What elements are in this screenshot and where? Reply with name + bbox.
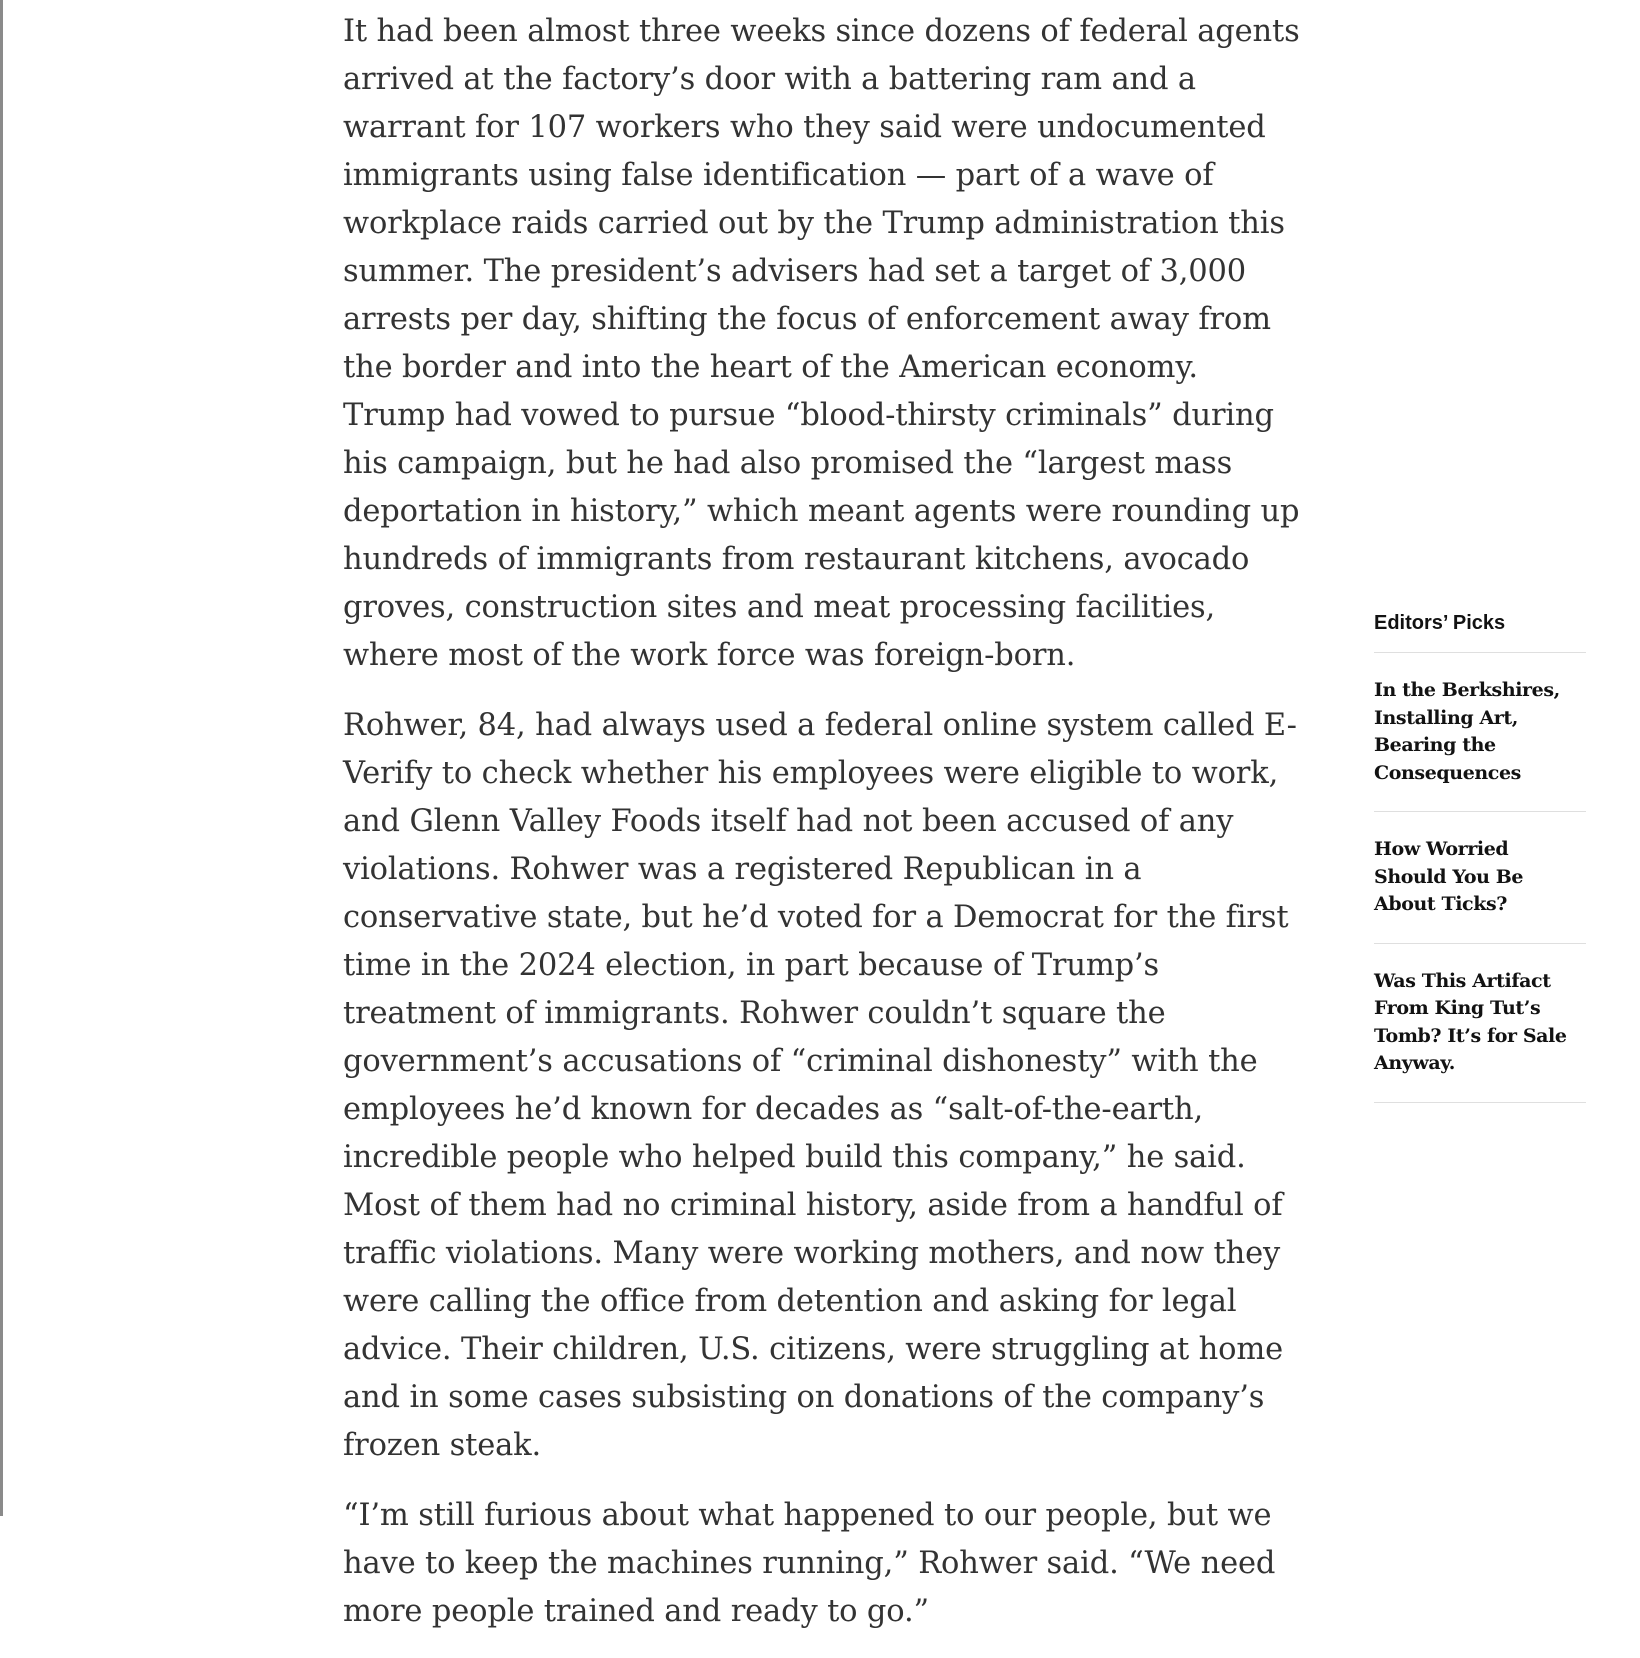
editors-picks-heading: Editors’ Picks [1374,610,1586,653]
editors-pick-item [1374,653,1586,812]
window-left-edge [0,0,3,1516]
editors-picks-sidebar [1374,610,1586,1103]
editors-pick-link-berkshires[interactable]: In the Berkshires, Installing Art, Bearing the Consequences [1374,679,1560,784]
article-paragraph: It had been almost three weeks since dozens of federal agents arrived at the factory’s door with a battering ram and a warrant for 107 workers who they said were undocumented immigrants using false identification — part of a wave of workplace raids carried out by the Trump administration this summer. The president’s advisers had set a target of 3,000 arrests per day, shifting the focus of enforcement away from the border and into the heart of the American economy. Trump had vowed to pursue “blood-thirsty criminals” during his campaign, but he had also promised the “largest mass deportation in history,” which meant agents were rounding up hundreds of immigrants from restaurant kitchens, avocado groves, construction sites and meat processing facilities, where most of the work force was foreign-born. [343,14,1300,673]
article-paragraph: “I’m still furious about what happened to our people, but we have to keep the machines running,” Rohwer said. “We need more people trained and ready to go.” [343,1498,1276,1629]
article-paragraph: Rohwer, 84, had always used a federal online system called E-Verify to check whether his employees were eligible to work, and Glenn Valley Foods itself had not been accused of any violations. Rohwer was a registered Republican in a conservative state, but he’d voted for a Democrat for the first time in the 2024 election, in part because of Trump’s treatment of immigrants. Rohwer couldn’t square the government’s accusations of “criminal dishonesty” with the employees he’d known for decades as “salt-of-the-earth, incredible people who helped build this company,” he said. Most of them had no criminal history, aside from a handful of traffic violations. Many were working mothers, and now they were calling the office from detention and asking for legal advice. Their children, U.S. citizens, were struggling at home and in some cases subsisting on donations of the company’s frozen steak. [343,708,1297,1463]
editors-pick-item [1374,812,1586,944]
editors-pick-link-king-tut[interactable]: Was This Artifact From King Tut’s Tomb? It’s for Sale Anyway. [1374,969,1567,1074]
editors-pick-item [1374,944,1586,1103]
editors-pick-link-ticks[interactable]: How Worried Should You Be About Ticks? [1374,838,1524,915]
article-body [343,8,1309,1658]
